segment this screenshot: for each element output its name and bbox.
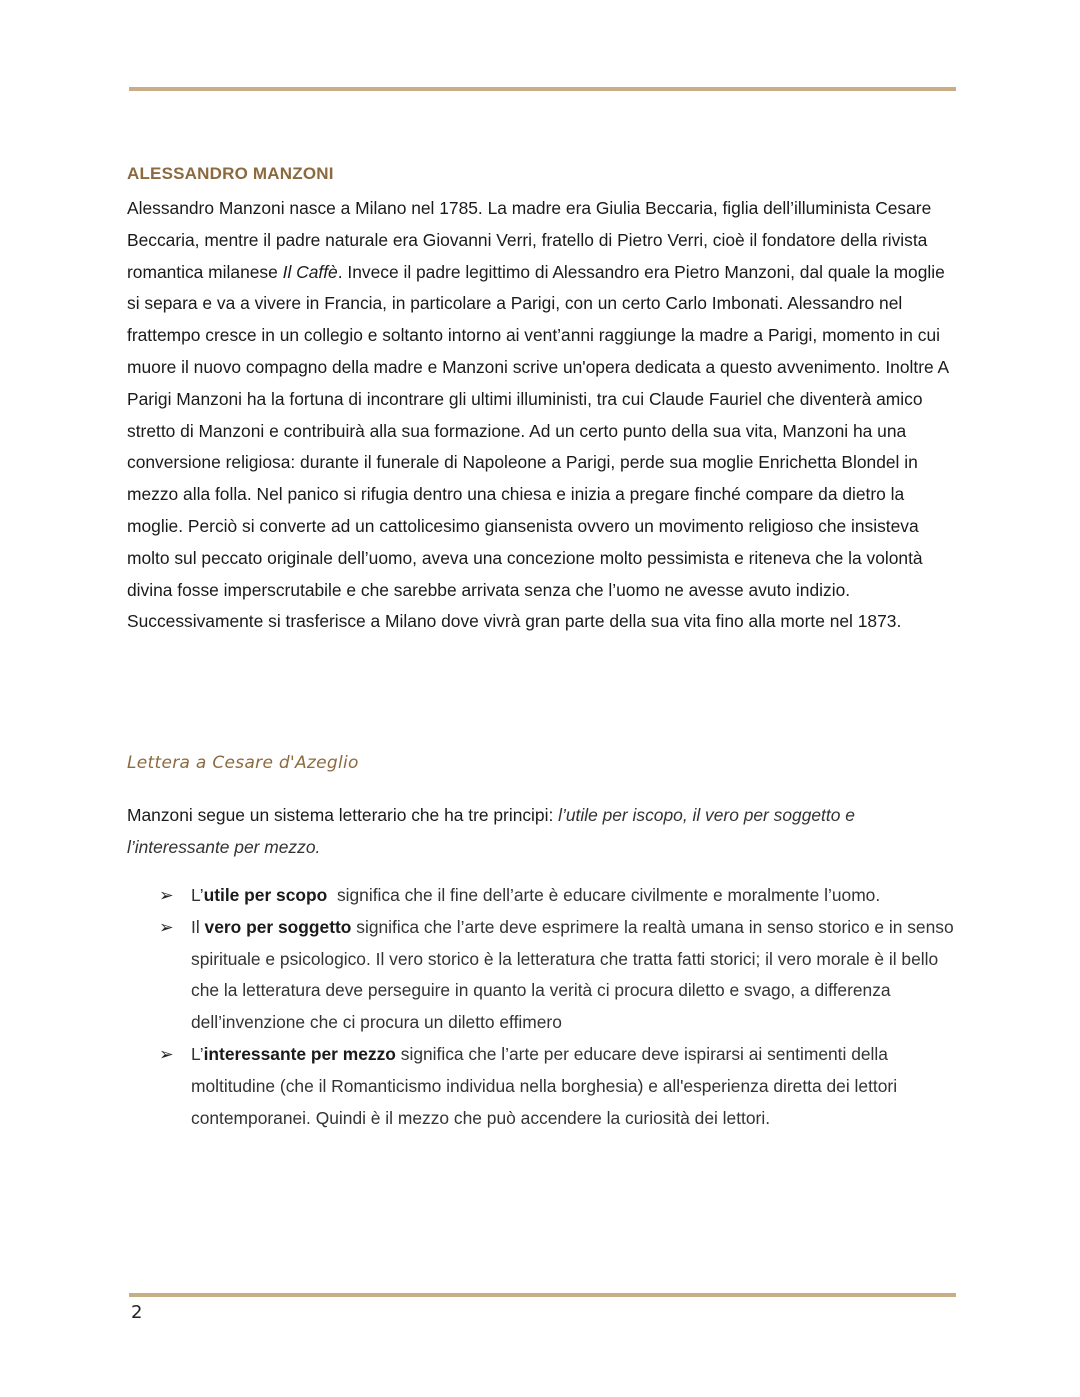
bullet-term: vero per soggetto [204, 916, 352, 937]
biography-paragraph [127, 193, 957, 638]
page-number: 2 [131, 1302, 143, 1323]
bullet-text: significa che l’arte deve esprimere la realtà umana in senso storico e in senso spirituale e psicologico. Il vero storico è la letteratura che tratta fatti storici; il vero morale è il bello che la letteratura deve perseguire in quanto la verità ci procura diletto e svago, a differenza dell’invenzione che ci procura un diletto effimero [191, 916, 954, 1033]
section-heading: ALESSANDRO MANZONI [127, 164, 334, 183]
magazine-title: Il Caffè [282, 261, 338, 282]
intro-text: Manzoni segue un sistema letterario che ha tre principi: [127, 805, 559, 825]
arrow-bullet-icon: ➢ [159, 916, 174, 937]
principles-intro [127, 800, 957, 864]
bullet-prefix: Il [191, 916, 205, 937]
biography-text-part-2: . Invece il padre legittimo di Alessandro era Pietro Manzoni, dal quale la moglie si separa e va a vivere in Francia, in particolare a Parigi, con un certo Carlo Imbonati. Alessandro nel frattempo cresce in un collegio e soltanto intorno ai vent’anni raggiunge la madre a Parigi, momento in cui muore il nuovo compagno della madre e Manzoni scrive un'opera dedicata a questo avvenimento. Inoltre A Parigi Manzoni ha la fortuna di incontrare gli ultimi illuministi, tra cui Claude Fauriel che diventerà amico stretto di Manzoni e contribuirà alla sua formazione. Ad un certo punto della sua vita, Manzoni ha una conversione religiosa: durante il funerale di Napoleone a Parigi, perde sua moglie Enrichetta Blondel in mezzo alla folla. Nel panico si rifugia dentro una chiesa e inizia a pregare finché compare da dietro la moglie. Perciò si converte ad un cattolicesimo giansenista ovvero un movimento religioso che insisteva molto sul peccato originale dell’uomo, aveva una concezione molto pessimista e riteneva che la volontà divina fosse imperscrutabile e che sarebbe arrivata senza che l’uomo ne avesse avuto indizio. Successivamente si trasferisce a Milano dove vivrà gran parte della sua vita fino alla morte nel 1873. [127, 261, 949, 632]
letter-heading: Lettera a Cesare d'Azeglio [127, 753, 359, 773]
list-item [127, 880, 957, 912]
list-item [127, 1039, 957, 1134]
arrow-bullet-icon: ➢ [159, 1043, 174, 1064]
bullet-text: significa che il fine dell’arte è educare civilmente e moralmente l’uomo. [327, 885, 881, 905]
footer-rule [129, 1293, 956, 1297]
biography-text-part-1: Alessandro Manzoni nasce a Milano nel 1785. La madre era Giulia Beccaria, figlia dell’illuminista Cesare Beccaria, mentre il padre naturale era Giovanni Verri, fratello di Pietro Verri, cioè il fondatore della rivista romantica milanese [127, 198, 932, 282]
intro-principles: l’utile per iscopo, il vero per soggetto e l’interessante per mezzo [127, 805, 855, 857]
bullet-prefix: L’ [191, 885, 204, 905]
list-item [127, 912, 957, 1039]
header-rule [129, 87, 956, 91]
intro-end: . [315, 836, 321, 857]
bullet-term: utile per scopo [203, 885, 328, 905]
bullet-term: interessante per mezzo [203, 1043, 396, 1064]
principles-list [127, 880, 957, 1134]
bullet-text: significa che l’arte per educare deve ispirarsi ai sentimenti della moltitudine (che il Romanticismo individua nella borghesia) e all'esperienza diretta dei lettori contemporanei. Quindi è il mezzo che può accendere la curiosità dei lettori. [191, 1043, 898, 1128]
arrow-bullet-icon: ➢ [159, 885, 174, 905]
bullet-prefix: L’ [191, 1043, 204, 1064]
